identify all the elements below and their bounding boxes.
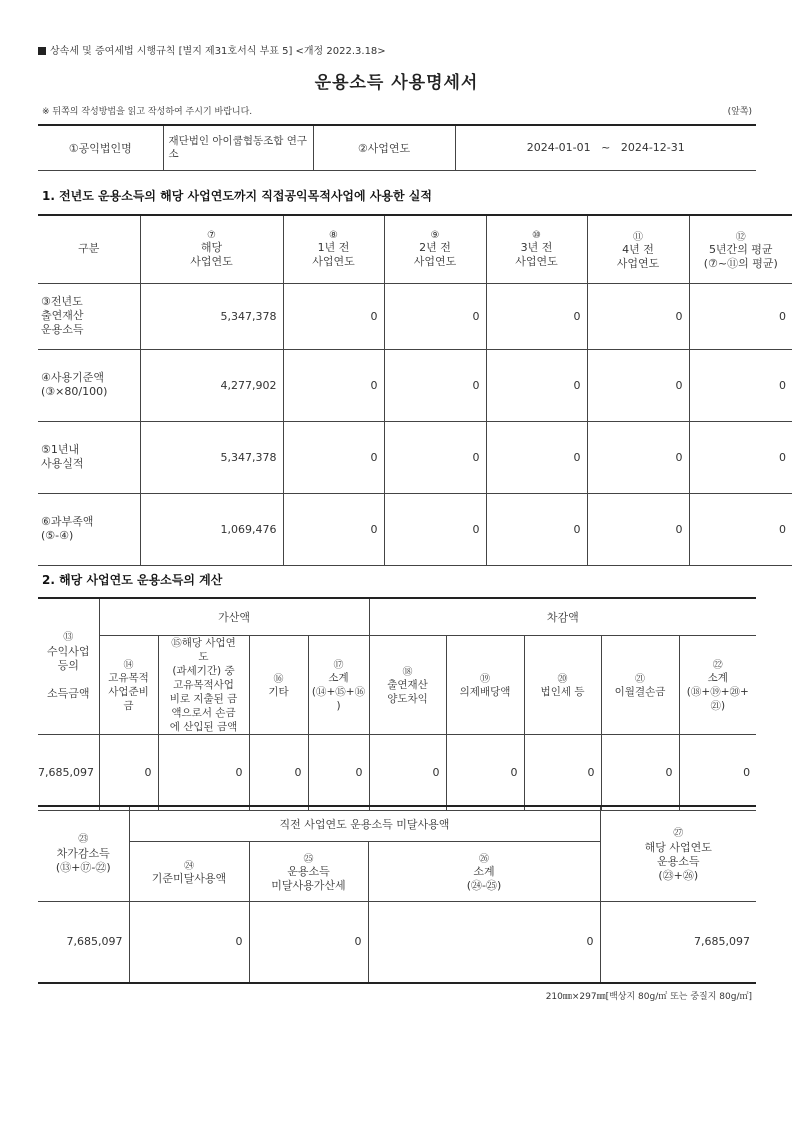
sub-col-header-number: ㉑ — [635, 674, 646, 685]
sub-col-header-text: 소계 (⑱+⑲+⑳+ ㉑) — [686, 672, 749, 712]
row-label: ④사용기준액 (③×80/100) — [38, 349, 140, 421]
page-title: 운용소득 사용명세서 — [314, 73, 479, 93]
row-label: ⑥과부족액 (⑤-④) — [38, 493, 140, 565]
section1-title: 1. 전년도 운용소득의 해당 사업연도까지 직접공익목적사업에 사용한 실적 — [42, 189, 432, 203]
unused-amount-header: 직전 사업연도 운용소득 미달사용액 — [129, 806, 600, 841]
sub-col-header — [369, 635, 446, 734]
unused-col-header-number: ㉕ — [303, 853, 314, 865]
income-value: 0 — [99, 734, 158, 810]
row-value: 1,069,476 — [140, 493, 283, 565]
row-value: 0 — [384, 493, 486, 565]
sub-col-header — [679, 635, 756, 734]
net-income-value: 0 — [368, 901, 600, 983]
col13-text: 수익사업 등의 소득금액 — [46, 645, 90, 701]
instruction-note: ※ 뒤쪽의 작성방법을 읽고 작성하여 주시기 바랍니다. — [42, 107, 253, 117]
section1-col-header-number: ⑦ — [207, 229, 216, 241]
net-income-value: 7,685,097 — [38, 901, 129, 983]
col27-number: ㉗ — [673, 828, 684, 839]
unused-col-header — [368, 841, 600, 901]
section1-col-header — [486, 215, 587, 283]
row-value: 0 — [283, 493, 384, 565]
page-side: (앞쪽) — [727, 107, 752, 117]
row-value: 0 — [486, 493, 587, 565]
section1-col-header — [689, 215, 792, 283]
section1-col-header-number: ⑧ — [329, 229, 338, 241]
section1-col-header-number: ⑩ — [532, 229, 541, 241]
section1-col-header — [38, 215, 140, 283]
add-col-header-number: ⑯ — [273, 674, 284, 685]
income-value: 0 — [158, 734, 249, 810]
add-col-header-number: ⑰ — [333, 660, 344, 671]
sub-col-header-text: 법인세 등 — [540, 686, 585, 698]
section1-col-header-text: 2년 전 사업연도 — [413, 240, 457, 268]
net-income-value: 0 — [249, 901, 368, 983]
section1-col-header — [384, 215, 486, 283]
section2-table — [38, 597, 756, 811]
unused-col-header-number: ㉖ — [479, 853, 489, 865]
row-value: 0 — [283, 283, 384, 349]
col23-text: 차가감소득 (⑬+⑰-㉒) — [55, 846, 111, 874]
unused-col-header — [129, 841, 249, 901]
row-value: 0 — [283, 349, 384, 421]
income-value: 7,685,097 — [38, 734, 99, 810]
row-value: 0 — [486, 349, 587, 421]
paper-spec-footer: 210㎜×297㎜[백상지 80g/㎡ 또는 중질지 80g/㎡] — [545, 992, 752, 1002]
row-value: 0 — [486, 283, 587, 349]
income-value: 0 — [369, 734, 446, 810]
corp-name-label: ①공익법인명 — [38, 125, 163, 170]
row-value: 0 — [587, 421, 689, 493]
sub-col-header — [601, 635, 679, 734]
section3-table — [38, 805, 756, 984]
table-row — [38, 421, 792, 493]
unused-col-header — [249, 841, 368, 901]
unused-col-header-text: 기준미달사용액 — [151, 871, 227, 885]
row-value: 5,347,378 — [140, 421, 283, 493]
section1-col-header-number: ⑫ — [735, 231, 746, 243]
row-value: 0 — [384, 349, 486, 421]
section1-col-header-number: ⑪ — [633, 231, 643, 243]
sub-col-header-number: ⑳ — [557, 674, 568, 685]
table-row — [38, 493, 792, 565]
unused-col-header-text: 운용소득 미달사용가산세 — [271, 864, 346, 892]
section1-col-header-number: ⑨ — [430, 229, 440, 241]
income-value: 0 — [743, 765, 751, 779]
col13-income-header — [38, 598, 99, 734]
row-label: ⑤1년내 사용실적 — [38, 421, 140, 493]
unused-col-header-number: ㉔ — [184, 860, 194, 872]
income-value: 0 — [249, 734, 308, 810]
table-row — [38, 283, 792, 349]
col27-operating-income-header — [600, 806, 756, 901]
fiscal-year-value: 2024-01-01 ~ 2024-12-31 — [526, 141, 685, 155]
sub-col-header — [524, 635, 601, 734]
section1-col-header — [140, 215, 283, 283]
income-value: 0 — [446, 734, 524, 810]
add-col-header — [99, 635, 158, 734]
sub-col-header-text: 출연재산 양도차익 — [387, 679, 428, 705]
section1-col-header-text: 해당 사업연도 — [190, 240, 233, 268]
row-value: 0 — [384, 283, 486, 349]
fiscal-year-label: ②사업연도 — [313, 125, 455, 170]
subtract-amount-header: 차감액 — [369, 598, 756, 635]
col23-net-income-header — [38, 806, 129, 901]
sub-col-header-text: 의제배당액 — [459, 686, 511, 698]
add-col-header-text: 소계 (⑭+⑮+⑯ ) — [311, 672, 366, 712]
net-income-value: 0 — [129, 901, 249, 983]
row-value: 0 — [689, 349, 792, 421]
row-value: 0 — [384, 421, 486, 493]
section1-col-header — [283, 215, 384, 283]
add-col-header-number: ⑭ — [123, 660, 134, 671]
row-value: 0 — [587, 349, 689, 421]
form-reference-text: 상속세 및 증여세법 시행규칙 [별지 제31호서식 부표 5] <개정 2022.3.18> — [50, 46, 386, 57]
row-value: 0 — [689, 421, 792, 493]
section1-col-header — [587, 215, 689, 283]
form-reference — [38, 42, 386, 57]
unused-col-header-text: 소계 (㉔-㉕) — [466, 864, 502, 892]
section2-title: 2. 해당 사업연도 운용소득의 계산 — [42, 573, 223, 587]
section1-table — [38, 214, 792, 566]
sub-col-header-text: 이월결손금 — [614, 686, 666, 698]
row-value: 0 — [283, 421, 384, 493]
add-col-header-text: 고유목적 사업준비 금 — [108, 672, 149, 712]
sub-col-header-number: ⑱ — [402, 667, 413, 678]
net-income-value: 7,685,097 — [694, 935, 750, 949]
section1-col-header-text: 1년 전 사업연도 — [312, 240, 355, 268]
row-value: 0 — [779, 522, 786, 536]
add-col-header — [308, 635, 369, 734]
add-col-header — [158, 635, 249, 734]
row-value: 0 — [587, 493, 689, 565]
add-col-header-text: ⑮해당 사업연 도 (과세기간) 중 고유목적사업 비로 지출된 금 액으로서 손금 에 산입된 금액 — [169, 636, 238, 733]
table-row — [38, 349, 792, 421]
sub-col-header-number: ⑲ — [480, 674, 491, 685]
row-value: 0 — [689, 283, 792, 349]
col27-text: 해당 사업연도 운용소득 (㉓+㉖) — [644, 841, 712, 882]
section1-col-header-text: 4년 전 사업연도 — [616, 242, 660, 270]
col13-number: ⑬ — [63, 632, 74, 644]
square-bullet-icon — [38, 47, 46, 55]
row-value: 0 — [486, 421, 587, 493]
info-table — [38, 124, 756, 171]
income-value: 0 — [308, 734, 369, 810]
row-value: 4,277,902 — [140, 349, 283, 421]
add-col-header — [249, 635, 308, 734]
section1-col-header-text: 5년간의 평균 (⑦~⑪의 평균) — [703, 242, 778, 270]
income-value: 0 — [601, 734, 679, 810]
col23-number: ㉓ — [78, 833, 89, 845]
sub-col-header — [446, 635, 524, 734]
row-value: 0 — [587, 283, 689, 349]
add-col-header-text: 기타 — [268, 686, 289, 698]
sub-col-header-number: ㉒ — [712, 660, 723, 671]
corp-name-value: 재단법인 아이쿱협동조합 연구소 — [163, 125, 313, 170]
income-value: 0 — [524, 734, 601, 810]
add-amount-header: 가산액 — [99, 598, 369, 635]
row-value: 5,347,378 — [140, 283, 283, 349]
section1-col-header-text: 구분 — [78, 242, 100, 256]
section1-col-header-text: 3년 전 사업연도 — [515, 240, 558, 268]
row-label: ③전년도 출연재산 운용소득 — [38, 283, 140, 349]
